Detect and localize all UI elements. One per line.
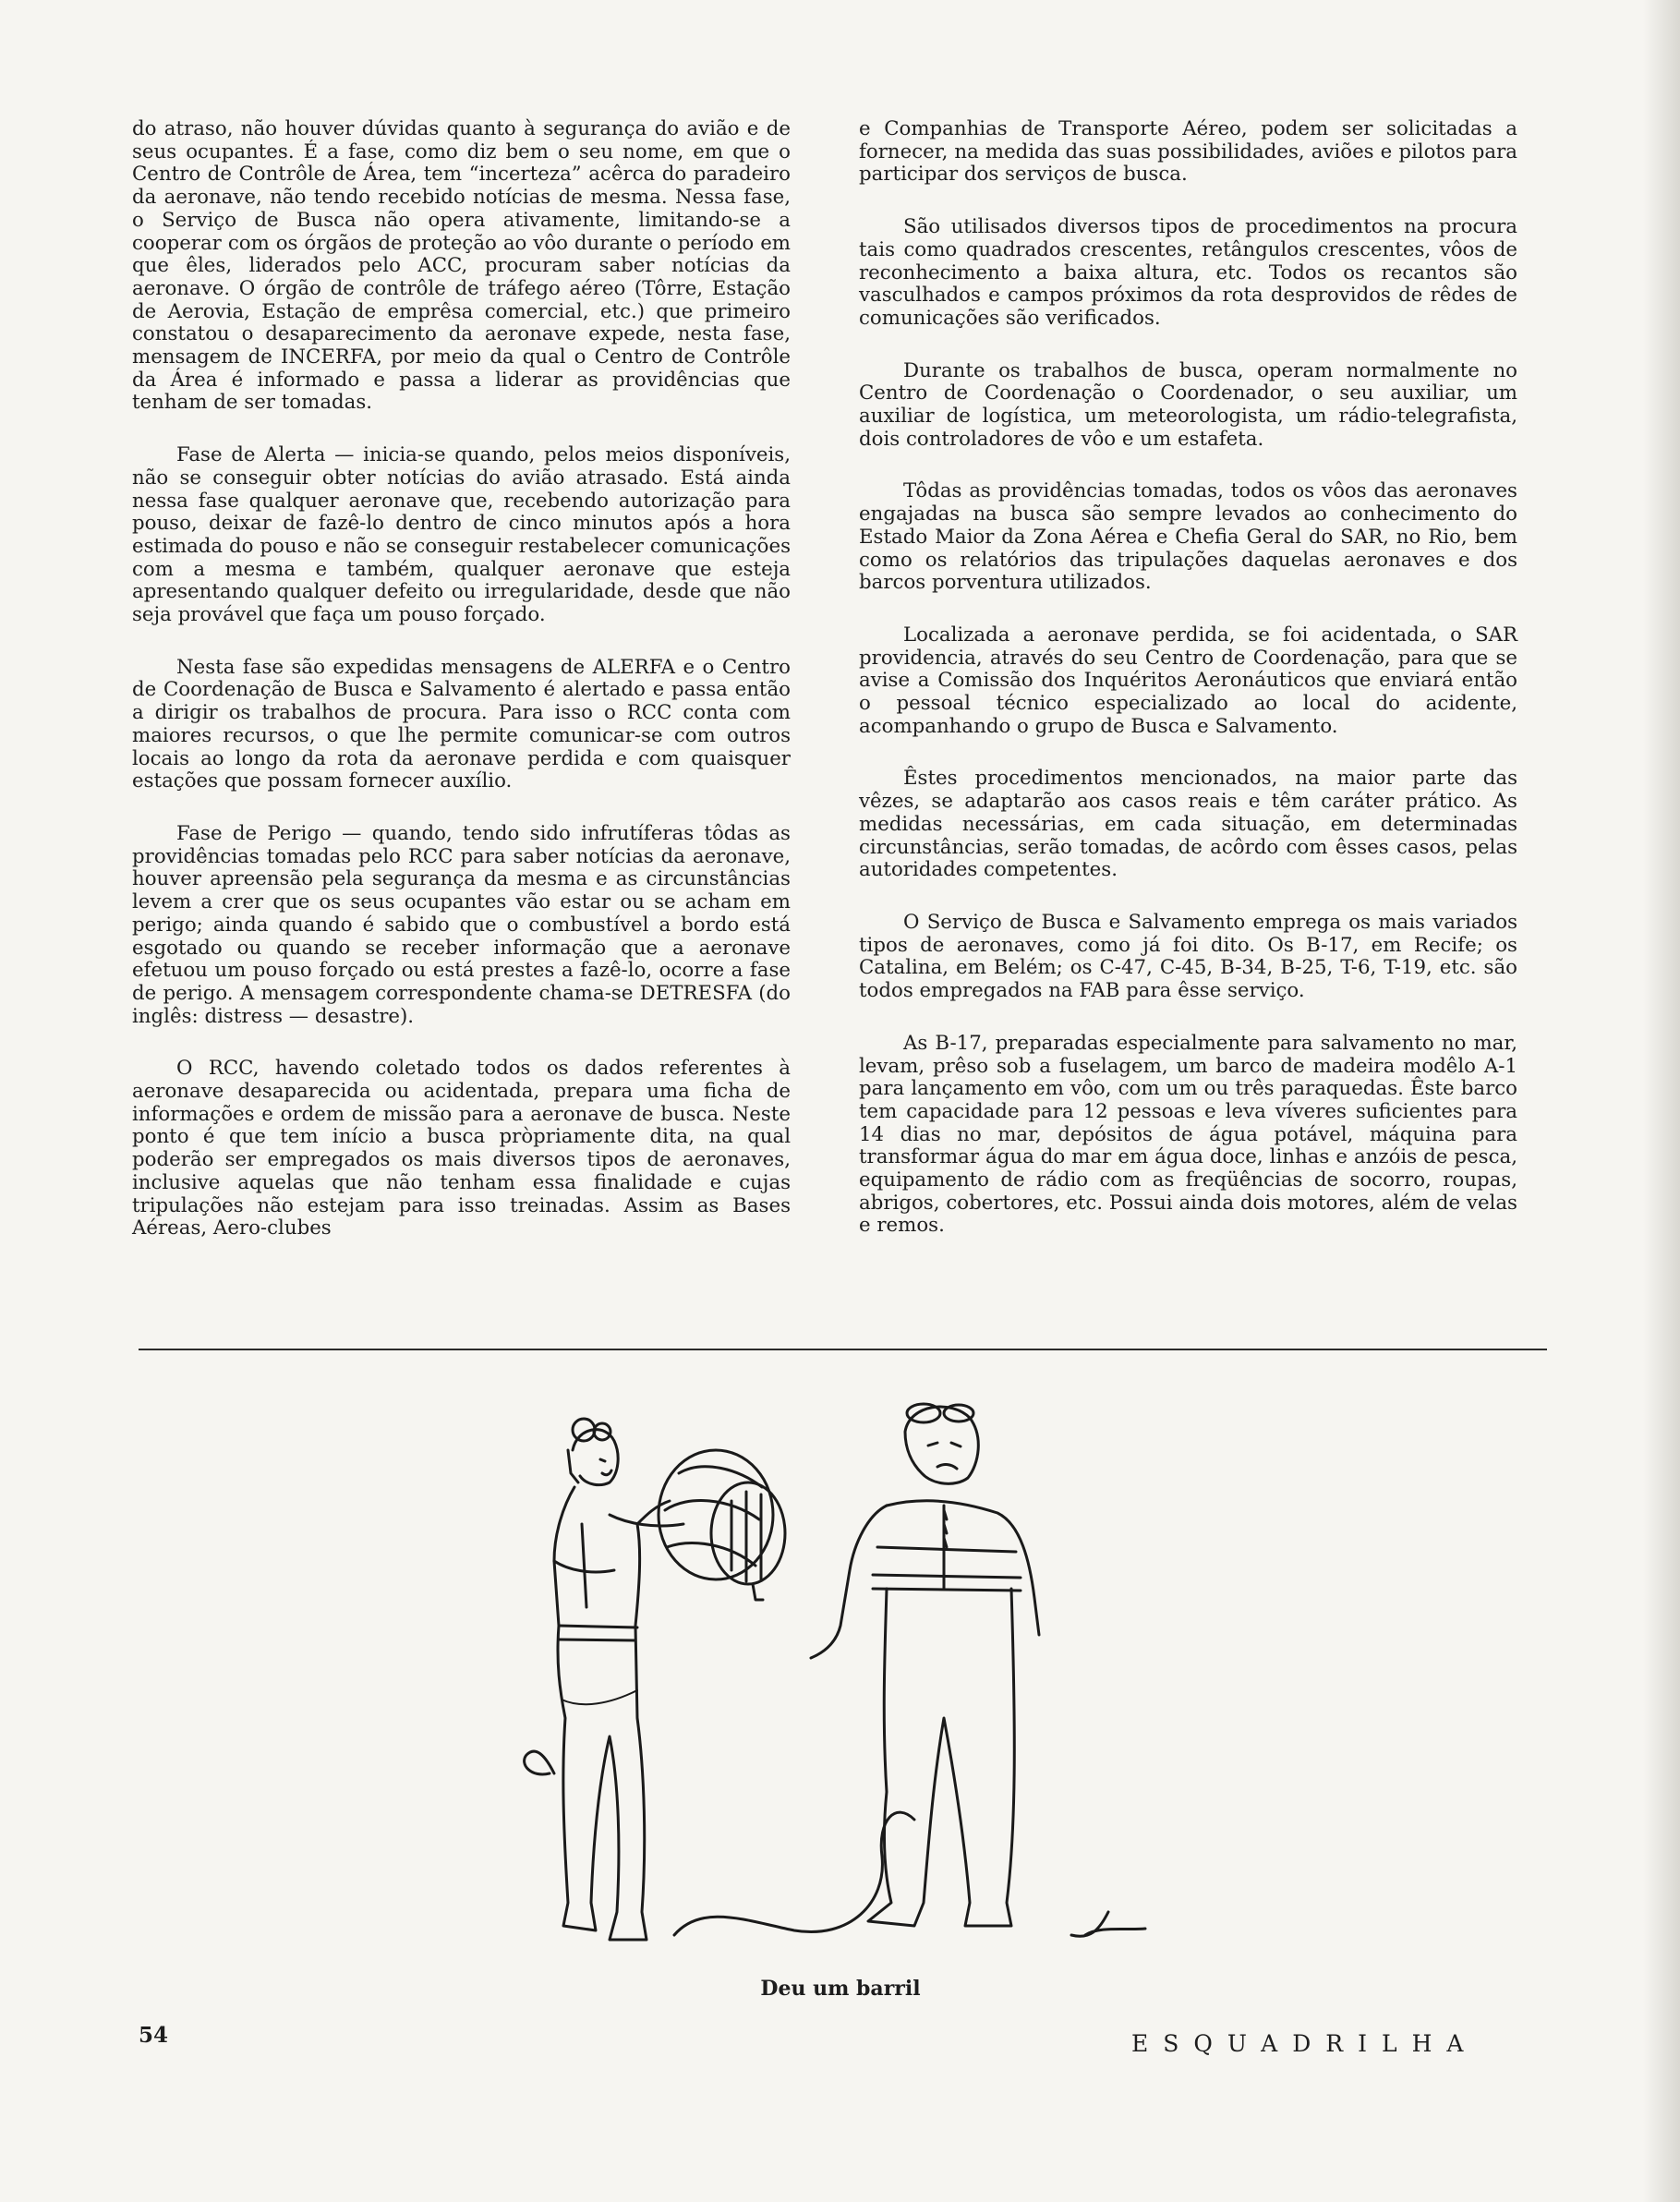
page-edge-shadow: [1643, 0, 1680, 2202]
paragraph: Nesta fase são expedidas mensagens de ALERFA e o Centro de Coordenação de Busca e Salvamento é alertado e passa então a dirigir os trabalhos de procura. Para isso o RCC conta com maiores recursos, o que lhe permite comunicar-se com outros locais ao longo da rota da aeronave perdida e com quaisquer estações que possam fornecer auxílio.: [132, 655, 791, 793]
cable: [674, 1812, 914, 1935]
illustration-caption: Deu um barril: [760, 1977, 921, 2001]
paragraph: O RCC, havendo coletado todos os dados referentes à aeronave desaparecida ou acidentada, prepara uma ficha de informações e ordem de missão para a aeronave de busca. Neste ponto é que tem início a busca pròpriamente dita, na qual poderão ser empregados os mais diversos tipos de aeronaves, inclusive aquelas que não tenham essa finalidade e cujas tripulações não estejam para isso treinadas. Assim as Bases Aéreas, Aero-clubes: [132, 1057, 791, 1240]
page-number: 54: [139, 2023, 169, 2048]
paragraph: e Companhias de Transporte Aéreo, podem ser solicitadas a fornecer, na medida das suas possibilidades, aviões e pilotos para participar dos serviços de busca.: [859, 117, 1517, 187]
pilot-with-barrel: [554, 1419, 683, 1940]
paragraph: As B-17, preparadas especialmente para salvamento no mar, levam, prêso sob a fuselagem, um barco de madeira modêlo A-1 para lançamento em vôo, com um ou três paraquedas. Êste barco tem capacidade para 12 pessoas e leva víveres suficientes para 14 dias no mar, depósitos de água potável, máquina para transformar água do mar em água doce, linhas e anzóis de pesca, equipamento de rádio com as freqüências de socorro, roupas, abrigos, cobertores, etc. Possui ainda dois motores, além de velas e remos.: [859, 1031, 1517, 1238]
paragraph: O Serviço de Busca e Salvamento emprega os mais variados tipos de aeronaves, como já foi dito. Os B-17, em Recife; os Catalina, em Belém; os C-47, C-45, B-34, B-25, T-6, T-19, etc. são todos empregados na FAB para êsse serviço.: [859, 910, 1517, 1003]
cartoon-illustration: [517, 1385, 1182, 1977]
signature-mark: [1071, 1912, 1145, 1936]
magazine-title: ESQUADRILHA: [1131, 2030, 1479, 2057]
paragraph: Êstes procedimentos mencionados, na maior parte das vêzes, se adaptarão aos casos reais e têm caráter prático. As medidas necessárias, em cada situação, em determinadas circunstâncias, serão tomadas, de acôrdo com êsses casos, pelas autoridades competentes.: [859, 767, 1517, 882]
horizontal-divider: [139, 1349, 1547, 1350]
paragraph: Fase de Alerta — inicia-se quando, pelos meios disponíveis, não se conseguir obter notícias do avião atrasado. Está ainda nessa fase qualquer aeronave que, recebendo autorização para pouso, deixar de fazê-lo dentro de cinco minutos após a hora estimada do pouso e não se conseguir restabelecer comunicações com a mesma e também, qualquer aeronave que esteja apresentando qualquer defeito ou irregularidade, desde que não seja provável que faça um pouso forçado.: [132, 443, 791, 627]
paragraph: Tôdas as providências tomadas, todos os vôos das aeronaves engajadas na busca são sempre levados ao conhecimento do Estado Maior da Zona Aérea e Chefia Geral do SAR, no Rio, bem como os relatórios das tripulações daquelas aeronaves e dos barcos porventura utilizados.: [859, 479, 1517, 595]
paragraph: Durante os trabalhos de busca, operam normalmente no Centro de Coordenação o Coordenador, o seu auxiliar, um auxiliar de logística, um meteorologista, um rádio-telegrafista, dois controladores de vôo e um estafeta.: [859, 358, 1517, 451]
left-column: [132, 118, 791, 1270]
paragraph: Fase de Perigo — quando, tendo sido infrutíferas tôdas as providências tomadas pelo RCC para saber notícias da aeronave, houver apreensão pela segurança da mesma e as circunstâncias levem a crer que os seus ocupantes vão estar ou se acham em perigo; ainda quando é sabido que o combustível a bordo está esgotado ou quando se receber informação que a aeronave efetuou um pouso forçado ou está prestes a fazê-lo, ocorre a fase de perigo. A mensagem correspondente chama-se DETRESFA (do inglês: distress — desastre).: [132, 821, 791, 1028]
paragraph: do atraso, não houver dúvidas quanto à segurança do avião e de seus ocupantes. É a fase, como diz bem o seu nome, em que o Centro de Contrôle de Área, tem “incerteza” acêrca do paradeiro da aeronave, não tendo recebido notícias de mesma. Nessa fase, o Serviço de Busca não opera ativamente, limitando-se a cooperar com os órgãos de proteção ao vôo durante o período em que êles, liderados pelo ACC, procuram saber notícias da aeronave. O órgão de contrôle de tráfego aéreo (Tôrre, Estação de Aerovia, Estação de emprêsa comercial, etc.) que primeiro constatou o desaparecimento da aeronave expede, nesta fase, mensagem de INCERFA, por meio da qual o Centro de Contrôle da Área é informado e passa a liderar as providências que tenham de ser tomadas.: [132, 117, 791, 415]
paragraph: Localizada a aeronave perdida, se foi acidentada, o SAR providencia, através do seu Centro de Coordenação, para que se avise a Comissão dos Inquéritos Aeronáuticos que enviará então o pessoal técnico especializado ao local do acidente, acompanhando o grupo de Busca e Salvamento.: [859, 623, 1517, 738]
pilot-scowling: [811, 1404, 1039, 1926]
flourish: [525, 1751, 554, 1774]
paragraph: São utilisados diversos tipos de procedimentos na procura tais como quadrados crescentes, retângulos crescentes, vôos de reconhecimento a baixa altura, etc. Todos os recantos são vasculhados e campos próximos da rota desprovidos de rêdes de comunicações são verificados.: [859, 215, 1517, 330]
right-column: [859, 118, 1517, 1267]
